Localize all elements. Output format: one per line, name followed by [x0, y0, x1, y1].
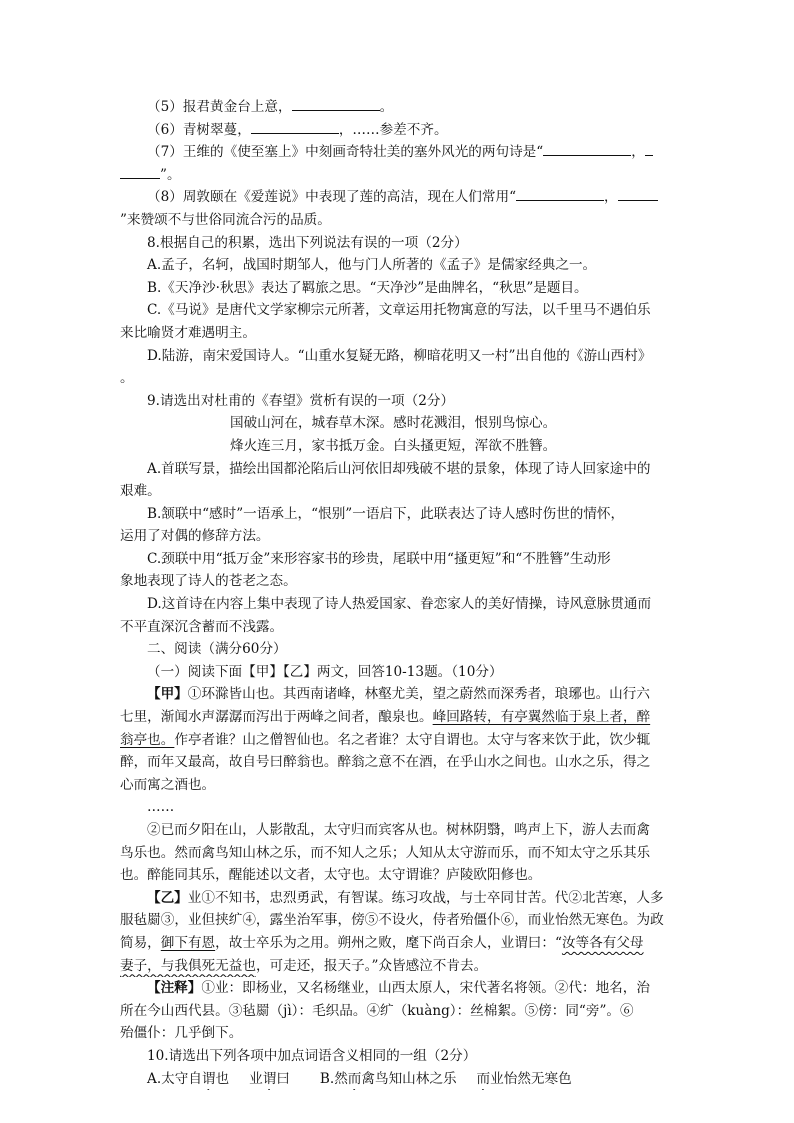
dotted-word: 而 [347, 1070, 362, 1087]
part-one-instruction: （一）阅读下面【甲】【乙】两文，回答10-13题。（10分） [147, 663, 503, 680]
yi-line1 [120, 887, 676, 910]
wavy-underlined-sentence: 汝等各有父母 [561, 934, 644, 951]
answer-blank [543, 141, 631, 156]
underlined-sentence: 翁亭也。 [120, 731, 175, 748]
notes-line3: 殆僵仆：几乎倒下。 [120, 1025, 243, 1042]
q7-item-6 [120, 119, 676, 142]
dotted-word: 谓 [201, 1070, 216, 1087]
jia-p2-line2: 鸟乐也。然而禽鸟知山林之乐，而不知人之乐；人知从太守游而乐，而不知太守之乐其乐 [120, 844, 651, 861]
text: （7）王维的《使至塞上》中刻画奇特壮美的塞外风光的两句诗是“ [147, 144, 544, 161]
text: （8）周敦颐在《爱莲说》中表现了莲的高洁，现在人们常用“ [147, 189, 517, 206]
q8-option-a: A.孟子，名轲，战国时期邹人，他与门人所著的《孟子》是儒家经典之一。 [147, 257, 597, 274]
text: ”。 [160, 166, 181, 183]
q9-stem: 9.请选出对杜甫的《春望》赏析有误的一项（2分） [147, 392, 455, 409]
section-title: 二、阅读（满分60分） [147, 641, 287, 658]
q9-option-c-line2: 象地表现了诗人的苍老之态。 [120, 573, 297, 590]
text: A.太守自 [147, 1070, 202, 1087]
passage-tag: 【甲】 [147, 686, 188, 703]
document-page [120, 96, 676, 1090]
jia-p2-line1: ②已而夕阳在山，人影散乱，太守归而宾客从也。树林阴翳，鸣声上下，游人去而禽 [147, 822, 650, 838]
q9-option-b-line1: B.颔联中“感时”一语承上，“恨别”一语启下，此联表达了诗人感时伤世的情怀， [147, 505, 625, 522]
jia-p1-line3 [120, 729, 676, 752]
q8-option-b: B.《天净沙·秋思》表达了羁旅之思。“天净沙”是曲牌名，“秋思”是题目。 [147, 279, 588, 296]
text: 七里，渐闻水声潺潺而泻出于两峰之间者，酿泉也。 [120, 709, 433, 726]
q9-option-c-line1: C.颈联中用“抵万金”来形容家书的珍贵，尾联中用“搔更短”和“不胜簪”生动形 [147, 550, 611, 567]
text: 禽鸟知山林之乐 [361, 1070, 457, 1087]
q7-item-5 [120, 96, 676, 119]
text: 。 [379, 99, 394, 115]
jia-p1-line2 [120, 706, 676, 729]
q8-option-c-line1: C.《马说》是唐代文学家柳宗元所著，文章运用托物寓意的写法，以千里马不遇伯乐 [147, 302, 651, 319]
text: 简易， [120, 934, 161, 951]
jia-p1-line5: 心而寓之酒也。 [120, 776, 216, 793]
q9-option-b-line2: 运用了对偶的修辞方法。 [120, 528, 270, 545]
answer-blank [645, 141, 653, 156]
q8-option-d-line2: 。 [120, 370, 134, 387]
q7-item-8-line1 [120, 186, 676, 209]
q7-item-8-line2: ”来赞颂不与世俗同流合污的品质。 [120, 211, 331, 228]
yi-line3 [120, 932, 676, 955]
notes-line1 [120, 977, 676, 1000]
q10-options-ab [120, 1068, 676, 1091]
underlined-phrase: 御下有恩 [160, 934, 216, 951]
poem-line-2: 烽火连三月，家书抵万金。白头搔更短，浑欲不胜簪。 [230, 437, 557, 454]
underlined-sentence: 峰回路转，有亭翼然临于泉上者，醉 [432, 709, 651, 726]
text: 业①不知书，忠烈勇武，有智谋。练习攻战，与士卒同甘苦。代②北苦寒，人多 [187, 889, 664, 906]
answer-blank [120, 164, 160, 179]
poem-line-1: 国破山河在，城春草木深。感时花溅泪，恨别鸟惊心。 [230, 415, 557, 432]
q9-option-a-line1: A.首联写景，描绘出国都沦陷后山河依旧却残破不堪的景象，体现了诗人回家途中的 [147, 460, 651, 477]
answer-blank [516, 186, 604, 201]
text: ，故士卒乐为之用。朔州之败，麾下尚百余人，业谓曰：“ [215, 934, 562, 951]
text: ， [604, 189, 618, 206]
notes-line2: 所在今山西代县。③毡罽（jì）：毛织品。④纩（kuàng）：丝棉絮。⑤傍：同“旁”。⑥ [120, 1002, 634, 1019]
text: （6）青树翠蔓， [147, 121, 251, 138]
text: 曰 [276, 1070, 290, 1087]
ellipsis: …… [147, 799, 175, 816]
answer-blank [618, 186, 658, 201]
text: ①业：即杨业，又名杨继业，山西太原人，宋代著名将领。②代：地名，治 [201, 980, 650, 997]
dotted-word: 而 [476, 1070, 491, 1087]
jia-p2-line3: 也。醉能同其乐，醒能述以文者，太守也。太守谓谁？庐陵欧阳修也。 [120, 867, 542, 884]
text: （5）报君黄金台上意， [147, 99, 292, 115]
wavy-underlined-sentence: 妻子，与我俱死无益也 [120, 957, 256, 974]
q7-item-7-line2 [120, 164, 676, 187]
q10-stem: 10.请选出下列各项中加点词语含义相同的一组（2分） [147, 1047, 477, 1064]
yi-line4 [120, 955, 676, 978]
text: 业怡然无寒色 [490, 1070, 572, 1087]
q9-option-d-line1: D.这首诗在内容上集中表现了诗人热爱国家、眷恋家人的美好情操，诗风意脉贯通而 [147, 596, 652, 613]
text: ，……参差不齐。 [338, 121, 448, 138]
text: 作亭者谁？山之僧智仙也。名之者谁？太守自谓也。太守与客来饮于此，饮少辄 [174, 731, 651, 748]
text: 也 [215, 1070, 230, 1087]
yi-line2: 服毡罽③，业但挟纩④，露坐治军事，傍⑤不设火，侍者殆僵仆⑥，而业怡然无寒色。为政 [120, 912, 664, 929]
passage-tag: 【乙】 [147, 889, 188, 906]
text: ， [631, 144, 645, 161]
jia-p1-line4: 醉，而年又最高，故自号曰醉翁也。醉翁之意不在酒，在乎山水之间也。山水之乐，得之 [120, 754, 651, 771]
q8-option-c-line2: 来比喻贤才难遇明主。 [120, 324, 256, 341]
text: 业 [249, 1070, 263, 1087]
jia-p1-line1 [120, 683, 676, 706]
answer-blank [292, 96, 380, 111]
text: ①环滁皆山也。其西南诸峰，林壑尤美，望之蔚然而深秀者，琅琊也。山行六 [187, 686, 650, 703]
text: ，可走还，报天子。”众皆感泣不肯去。 [255, 957, 488, 974]
q8-option-d-line1: D.陆游，南宋爱国诗人。“山重水复疑无路，柳暗花明又一村”出自他的《游山西村》 [147, 347, 652, 364]
q9-option-d-line2: 不平直深沉含蓄而不浅露。 [120, 618, 284, 635]
text: B.然 [319, 1070, 348, 1087]
q8-stem: 8.根据自己的积累，选出下列说法有误的一项（2分） [147, 234, 468, 251]
notes-tag: 【注释】 [147, 980, 202, 997]
q9-option-a-line2: 艰难。 [120, 483, 161, 500]
answer-blank [251, 119, 339, 134]
q7-item-7-line1 [120, 141, 676, 164]
dotted-word: 谓 [262, 1070, 277, 1087]
